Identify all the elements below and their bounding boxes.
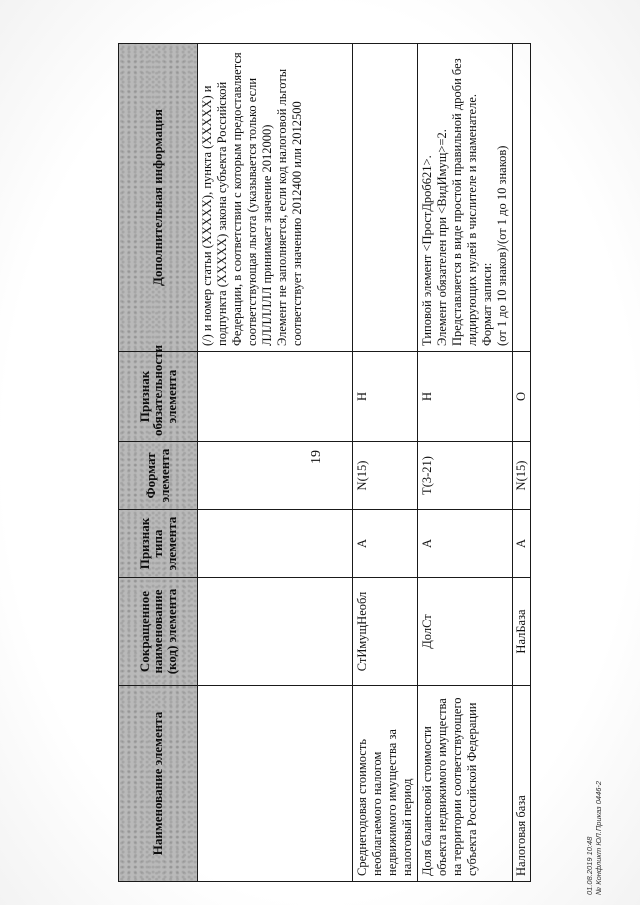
cell-required: О [513,352,531,442]
info-line: (от 1 до 10 знаков)/(от 1 до 10 знаков) [495,145,509,346]
rotated-table-wrapper [118,44,528,882]
cell-type: А [418,510,513,578]
cell-name: Налоговая база [513,686,531,882]
table-header-row [119,44,198,882]
header-cell-name: Наименование элемента [119,686,198,882]
cell-info [513,44,531,352]
info-line: Элемент обязателен при <ВидИмущ>=2. [435,129,449,346]
table-row [418,44,513,882]
cell-name: Доля балансовой стоимости объекта недвижимого имущества на территории соответствующего субъекта Российской Федерации [418,686,513,882]
info-line: Элемент не заполняется, если код налоговой льготы соответствует значению 2012400 или 2012500 [275,68,304,346]
page-number: 19 [309,450,324,464]
cell-info [418,44,513,352]
cell-code: ДолСт [418,578,513,686]
table-row [513,44,531,882]
header-cell-info: Дополнительная информация [119,44,198,352]
cell-type: А [353,510,418,578]
info-line: Типовой элемент <ПростДроб621>. [420,155,434,346]
cell-type: А [513,510,531,578]
cell-format: T(3-21) [418,442,513,510]
cell-type [198,510,353,578]
cell-format: N(15) [353,442,418,510]
footer-filename: № Конфликт ЮЛ.Приказ 0446-2 [594,780,604,895]
cell-info [198,44,353,352]
footer-timestamp: 01.08.2019 10:48 [585,836,594,895]
element-spec-table [118,43,531,882]
cell-required: Н [418,352,513,442]
header-cell-type: Признак типа элемента [119,510,198,578]
cell-code: НалБаза [513,578,531,686]
table-row [353,44,418,882]
info-line: (/) и номер статьи (XXXXX), пункта (XXXXX) и подпункта (XXXXX) закона субъекта Российской Федерации, в соответствии с которым предоставляется соответствующая льгота (указывается только если ЛЛЛЛЛЛЛ принимает значение 2012000) [200,52,274,346]
cell-name [198,686,353,882]
cell-required: Н [353,352,418,442]
header-cell-required: Признак обязательности элемента [119,352,198,442]
table-row [198,44,353,882]
header-cell-code: Сокращенное наименование (код) элемента [119,578,198,686]
info-line: Формат записи: [480,262,494,346]
cell-format [198,442,353,510]
cell-format: N(15) [513,442,531,510]
header-cell-format: Формат элемента [119,442,198,510]
cell-code [198,578,353,686]
cell-code: СтИмущНеобл [353,578,418,686]
document-footer [585,695,604,895]
cell-name: Среднегодовая стоимость необлагаемого налогом недвижимого имущества за налоговый период [353,686,418,882]
info-line: Представляется в виде простой правильной дроби без лидирующих нулей в числителе и знаменателе. [450,58,479,346]
cell-required [198,352,353,442]
cell-info [353,44,418,352]
